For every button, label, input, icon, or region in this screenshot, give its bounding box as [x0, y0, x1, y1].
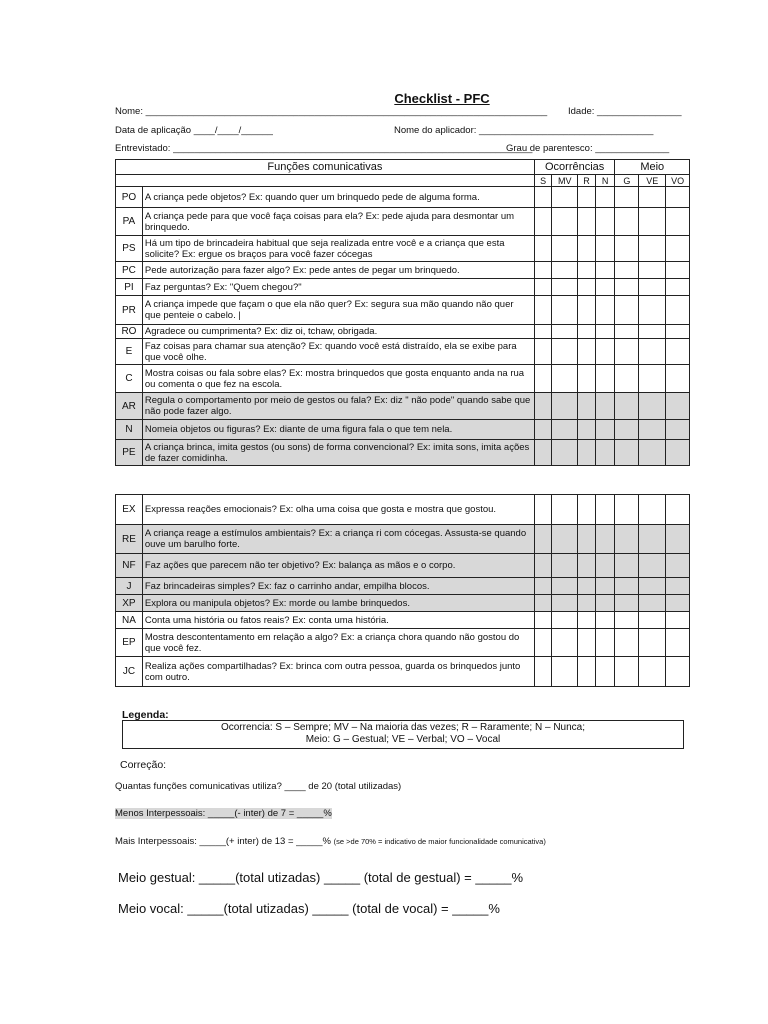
check-cell[interactable] — [639, 187, 666, 208]
function-code: PO — [116, 187, 143, 208]
correcao-meio-vocal[interactable]: Meio vocal: _____(total utizadas) _____ (total de vocal) = _____% — [118, 901, 500, 916]
check-cell[interactable] — [552, 208, 578, 236]
check-cell[interactable] — [578, 236, 596, 262]
check-cell[interactable] — [534, 554, 552, 578]
check-cell[interactable] — [552, 495, 578, 525]
check-cell[interactable] — [595, 595, 615, 612]
function-code: XP — [116, 595, 143, 612]
field-idade[interactable]: Idade: ________________ — [568, 106, 682, 117]
check-cell[interactable] — [534, 495, 552, 525]
check-cell[interactable] — [534, 657, 552, 687]
legend-box — [122, 720, 684, 749]
check-cell[interactable] — [615, 325, 639, 339]
function-description: Mostra coisas ou fala sobre elas? Ex: mostra brinquedos que gosta enquanto anda na rua ou comenta o que fez na escola. — [142, 365, 534, 393]
check-cell[interactable] — [552, 187, 578, 208]
table-row — [116, 420, 690, 440]
check-cell[interactable] — [639, 208, 666, 236]
legend-line-1: Ocorrencia: S – Sempre; MV – Na maioria das vezes; R – Raramente; N – Nunca; — [220, 722, 586, 733]
check-cell[interactable] — [666, 595, 690, 612]
function-description: Explora ou manipula objetos? Ex: morde ou lambe brinquedos. — [142, 595, 534, 612]
table-row — [116, 554, 690, 578]
check-cell[interactable] — [595, 296, 615, 325]
page-title — [0, 91, 768, 106]
check-cell[interactable] — [552, 393, 578, 420]
field-data-aplicacao[interactable]: Data de aplicação ____/____/______ — [115, 125, 273, 136]
function-code: JC — [116, 657, 143, 687]
check-cell[interactable] — [639, 495, 666, 525]
check-cell[interactable] — [552, 279, 578, 296]
check-cell[interactable] — [666, 236, 690, 262]
field-entrevistado[interactable]: Entrevistado: ____________________________________________________________________ — [115, 143, 533, 154]
check-cell[interactable] — [615, 612, 639, 629]
check-cell[interactable] — [615, 657, 639, 687]
check-cell[interactable] — [552, 629, 578, 657]
check-cell[interactable] — [534, 236, 552, 262]
correcao-mais-interpessoais[interactable]: Mais Interpessoais: _____(+ inter) de 13 = _____% — [115, 836, 331, 847]
check-cell[interactable] — [578, 325, 596, 339]
functions-table-1 — [115, 159, 690, 466]
check-cell[interactable] — [595, 420, 615, 440]
correcao-meio-gestual[interactable]: Meio gestual: _____(total utizadas) _____ (total de gestual) = _____% — [118, 870, 524, 885]
check-cell[interactable] — [552, 296, 578, 325]
check-cell[interactable] — [639, 554, 666, 578]
correcao-q1[interactable]: Quantas funções comunicativas utiliza? ____ de 20 (total utilizadas) — [115, 781, 402, 792]
check-cell[interactable] — [552, 339, 578, 365]
check-cell[interactable] — [639, 629, 666, 657]
check-cell[interactable] — [666, 325, 690, 339]
subcol-g: G — [615, 175, 639, 187]
function-description: Realiza ações compartilhadas? Ex: brinca com outra pessoa, guarda os brinquedos junto com outro. — [142, 657, 534, 687]
check-cell[interactable] — [534, 279, 552, 296]
check-cell[interactable] — [639, 339, 666, 365]
check-cell[interactable] — [666, 296, 690, 325]
check-cell[interactable] — [534, 262, 552, 279]
check-cell[interactable] — [615, 595, 639, 612]
check-cell[interactable] — [666, 554, 690, 578]
check-cell[interactable] — [615, 187, 639, 208]
check-cell[interactable] — [534, 296, 552, 325]
check-cell[interactable] — [595, 279, 615, 296]
check-cell[interactable] — [578, 629, 596, 657]
check-cell[interactable] — [534, 595, 552, 612]
check-cell[interactable] — [578, 296, 596, 325]
function-description: A criança pede para que você faça coisas para ela? Ex: pede ajuda para desmontar um brinquedo. — [142, 208, 534, 236]
check-cell[interactable] — [578, 657, 596, 687]
function-description: Conta uma história ou fatos reais? Ex: conta uma história. — [142, 612, 534, 629]
check-cell[interactable] — [639, 393, 666, 420]
correcao-title: Correção: — [120, 759, 167, 771]
function-code: J — [116, 578, 143, 595]
check-cell[interactable] — [552, 578, 578, 595]
check-cell[interactable] — [552, 440, 578, 466]
check-cell[interactable] — [595, 612, 615, 629]
function-description: A criança brinca, imita gestos (ou sons) de forma convencional? Ex: imita sons, imita ações de fazer comidinha. — [142, 440, 534, 466]
check-cell[interactable] — [595, 187, 615, 208]
functions-table-2 — [115, 494, 690, 687]
function-description: Expressa reações emocionais? Ex: olha uma coisa que gosta e mostra que gostou. — [142, 495, 534, 525]
check-cell[interactable] — [639, 657, 666, 687]
function-description: Faz ações que parecem não ter objetivo? Ex: balança as mãos e o corpo. — [142, 554, 534, 578]
subcol-mv: MV — [552, 175, 578, 187]
table-row — [116, 657, 690, 687]
check-cell[interactable] — [595, 339, 615, 365]
subcol-n: N — [595, 175, 615, 187]
check-cell[interactable] — [552, 525, 578, 554]
table-row — [116, 578, 690, 595]
check-cell[interactable] — [639, 578, 666, 595]
check-cell[interactable] — [578, 393, 596, 420]
table-row — [116, 612, 690, 629]
col-funcoes-header: Funções comunicativas — [116, 160, 535, 175]
check-cell[interactable] — [639, 612, 666, 629]
check-cell[interactable] — [639, 236, 666, 262]
subheader-spacer — [116, 175, 535, 187]
check-cell[interactable] — [615, 262, 639, 279]
check-cell[interactable] — [666, 279, 690, 296]
check-cell[interactable] — [552, 554, 578, 578]
check-cell[interactable] — [639, 365, 666, 393]
check-cell[interactable] — [595, 262, 615, 279]
check-cell[interactable] — [578, 440, 596, 466]
function-description: A criança impede que façam o que ela não quer? Ex: segura sua mão quando não quer que penteie o cabelo. | — [142, 296, 534, 325]
check-cell[interactable] — [639, 262, 666, 279]
function-code: PR — [116, 296, 143, 325]
check-cell[interactable] — [595, 578, 615, 595]
check-cell[interactable] — [552, 365, 578, 393]
function-code: RE — [116, 525, 143, 554]
function-description: A criança pede objetos? Ex: quando quer um brinquedo pede de alguma forma. — [142, 187, 534, 208]
legend-title: Legenda: — [122, 709, 169, 721]
check-cell[interactable] — [552, 420, 578, 440]
check-cell[interactable] — [578, 612, 596, 629]
check-cell[interactable] — [666, 339, 690, 365]
check-cell[interactable] — [666, 578, 690, 595]
check-cell[interactable] — [615, 236, 639, 262]
check-cell[interactable] — [666, 612, 690, 629]
check-cell[interactable] — [552, 612, 578, 629]
table-row — [116, 262, 690, 279]
check-cell[interactable] — [578, 495, 596, 525]
check-cell[interactable] — [639, 595, 666, 612]
function-code: EX — [116, 495, 143, 525]
check-cell[interactable] — [615, 339, 639, 365]
correcao-menos-interpessoais[interactable]: Menos Interpessoais: _____(- inter) de 7 = _____% — [115, 808, 332, 819]
check-cell[interactable] — [595, 325, 615, 339]
table-row — [116, 339, 690, 365]
check-cell[interactable] — [578, 187, 596, 208]
page-title-text: Checklist - PFC — [394, 91, 490, 106]
function-description: Mostra descontentamento em relação a algo? Ex: a criança chora quando não gostou do que você fez. — [142, 629, 534, 657]
col-ocorrencias-header: Ocorrências — [534, 160, 615, 175]
table-row — [116, 187, 690, 208]
check-cell[interactable] — [615, 578, 639, 595]
function-code: PE — [116, 440, 143, 466]
function-code: C — [116, 365, 143, 393]
function-description: Há um tipo de brincadeira habitual que seja realizada entre você e a criança que esta solicite? Ex: ergue os braços para você fazer cócegas — [142, 236, 534, 262]
table-row — [116, 325, 690, 339]
check-cell[interactable] — [639, 325, 666, 339]
check-cell[interactable] — [595, 440, 615, 466]
check-cell[interactable] — [534, 393, 552, 420]
check-cell[interactable] — [639, 279, 666, 296]
check-cell[interactable] — [615, 495, 639, 525]
field-nome[interactable]: Nome: ____________________________________________________________________________ — [115, 106, 548, 117]
check-cell[interactable] — [578, 262, 596, 279]
check-cell[interactable] — [666, 187, 690, 208]
check-cell[interactable] — [578, 595, 596, 612]
check-cell[interactable] — [615, 420, 639, 440]
check-cell[interactable] — [595, 629, 615, 657]
function-code: E — [116, 339, 143, 365]
table-row — [116, 296, 690, 325]
check-cell[interactable] — [578, 339, 596, 365]
function-code: NA — [116, 612, 143, 629]
check-cell[interactable] — [666, 629, 690, 657]
check-cell[interactable] — [578, 554, 596, 578]
check-cell[interactable] — [615, 279, 639, 296]
check-cell[interactable] — [595, 208, 615, 236]
check-cell[interactable] — [534, 525, 552, 554]
legend-line-2: Meio: G – Gestual; VE – Verbal; VO – Vocal — [305, 734, 501, 745]
check-cell[interactable] — [595, 236, 615, 262]
function-code: RO — [116, 325, 143, 339]
table-row — [116, 208, 690, 236]
function-code: PC — [116, 262, 143, 279]
check-cell[interactable] — [666, 440, 690, 466]
check-cell[interactable] — [578, 578, 596, 595]
check-cell[interactable] — [578, 365, 596, 393]
check-cell[interactable] — [666, 495, 690, 525]
function-description: Nomeia objetos ou figuras? Ex: diante de uma figura fala o que tem nela. — [142, 420, 534, 440]
check-cell[interactable] — [639, 296, 666, 325]
check-cell[interactable] — [595, 393, 615, 420]
field-nome-aplicador[interactable]: Nome do aplicador: _________________________________ — [394, 125, 654, 136]
check-cell[interactable] — [666, 420, 690, 440]
check-cell[interactable] — [615, 629, 639, 657]
function-code: PA — [116, 208, 143, 236]
table-row — [116, 236, 690, 262]
subcol-s: S — [534, 175, 552, 187]
check-cell[interactable] — [595, 525, 615, 554]
check-cell[interactable] — [615, 440, 639, 466]
check-cell[interactable] — [552, 325, 578, 339]
check-cell[interactable] — [595, 365, 615, 393]
check-cell[interactable] — [534, 578, 552, 595]
table-row — [116, 279, 690, 296]
table-row — [116, 595, 690, 612]
function-description: Agradece ou cumprimenta? Ex: diz oi, tchaw, obrigada. — [142, 325, 534, 339]
table-row — [116, 393, 690, 420]
check-cell[interactable] — [552, 657, 578, 687]
table-row — [116, 525, 690, 554]
check-cell[interactable] — [595, 657, 615, 687]
table-row — [116, 365, 690, 393]
function-code: EP — [116, 629, 143, 657]
function-description: Faz brincadeiras simples? Ex: faz o carrinho andar, empilha blocos. — [142, 578, 534, 595]
check-cell[interactable] — [666, 365, 690, 393]
check-cell[interactable] — [534, 440, 552, 466]
function-code: NF — [116, 554, 143, 578]
check-cell[interactable] — [639, 525, 666, 554]
correcao-mais-interpessoais-row — [115, 836, 546, 847]
table-row — [116, 440, 690, 466]
check-cell[interactable] — [534, 208, 552, 236]
function-code: PI — [116, 279, 143, 296]
check-cell[interactable] — [666, 657, 690, 687]
function-description: Faz coisas para chamar sua atenção? Ex: quando você está distraído, ela se exibe para que você olhe. — [142, 339, 534, 365]
correcao-mais-note: (se >de 70% = indicativo de maior funcionalidade comunicativa) — [333, 837, 546, 846]
check-cell[interactable] — [639, 440, 666, 466]
check-cell[interactable] — [578, 525, 596, 554]
check-cell[interactable] — [534, 187, 552, 208]
function-code: AR — [116, 393, 143, 420]
function-description: Pede autorização para fazer algo? Ex: pede antes de pegar um brinquedo. — [142, 262, 534, 279]
check-cell[interactable] — [552, 262, 578, 279]
check-cell[interactable] — [534, 629, 552, 657]
check-cell[interactable] — [595, 554, 615, 578]
check-cell[interactable] — [552, 236, 578, 262]
check-cell[interactable] — [615, 554, 639, 578]
check-cell[interactable] — [615, 393, 639, 420]
col-meio-header: Meio — [615, 160, 690, 175]
function-description: Regula o comportamento por meio de gestos ou fala? Ex: diz " não pode" quando sabe que não pode fazer algo. — [142, 393, 534, 420]
check-cell[interactable] — [534, 325, 552, 339]
check-cell[interactable] — [666, 208, 690, 236]
check-cell[interactable] — [534, 420, 552, 440]
check-cell[interactable] — [552, 595, 578, 612]
check-cell[interactable] — [578, 420, 596, 440]
check-cell[interactable] — [615, 525, 639, 554]
function-description: Faz perguntas? Ex: "Quem chegou?" — [142, 279, 534, 296]
check-cell[interactable] — [578, 208, 596, 236]
check-cell[interactable] — [534, 612, 552, 629]
check-cell[interactable] — [666, 525, 690, 554]
table-row — [116, 629, 690, 657]
field-grau-parentesco[interactable]: Grau de parentesco: ______________ — [506, 143, 670, 154]
check-cell[interactable] — [639, 420, 666, 440]
function-description: A criança reage a estímulos ambientais? Ex: a criança ri com cócegas. Assusta-se quando ouve um barulho forte. — [142, 525, 534, 554]
table-row — [116, 495, 690, 525]
check-cell[interactable] — [666, 262, 690, 279]
check-cell[interactable] — [534, 339, 552, 365]
function-code: PS — [116, 236, 143, 262]
subcol-vo: VO — [666, 175, 690, 187]
check-cell[interactable] — [615, 296, 639, 325]
subcol-ve: VE — [639, 175, 666, 187]
check-cell[interactable] — [534, 365, 552, 393]
check-cell[interactable] — [666, 393, 690, 420]
check-cell[interactable] — [595, 495, 615, 525]
subcol-r: R — [578, 175, 596, 187]
function-code: N — [116, 420, 143, 440]
check-cell[interactable] — [615, 208, 639, 236]
check-cell[interactable] — [578, 279, 596, 296]
check-cell[interactable] — [615, 365, 639, 393]
